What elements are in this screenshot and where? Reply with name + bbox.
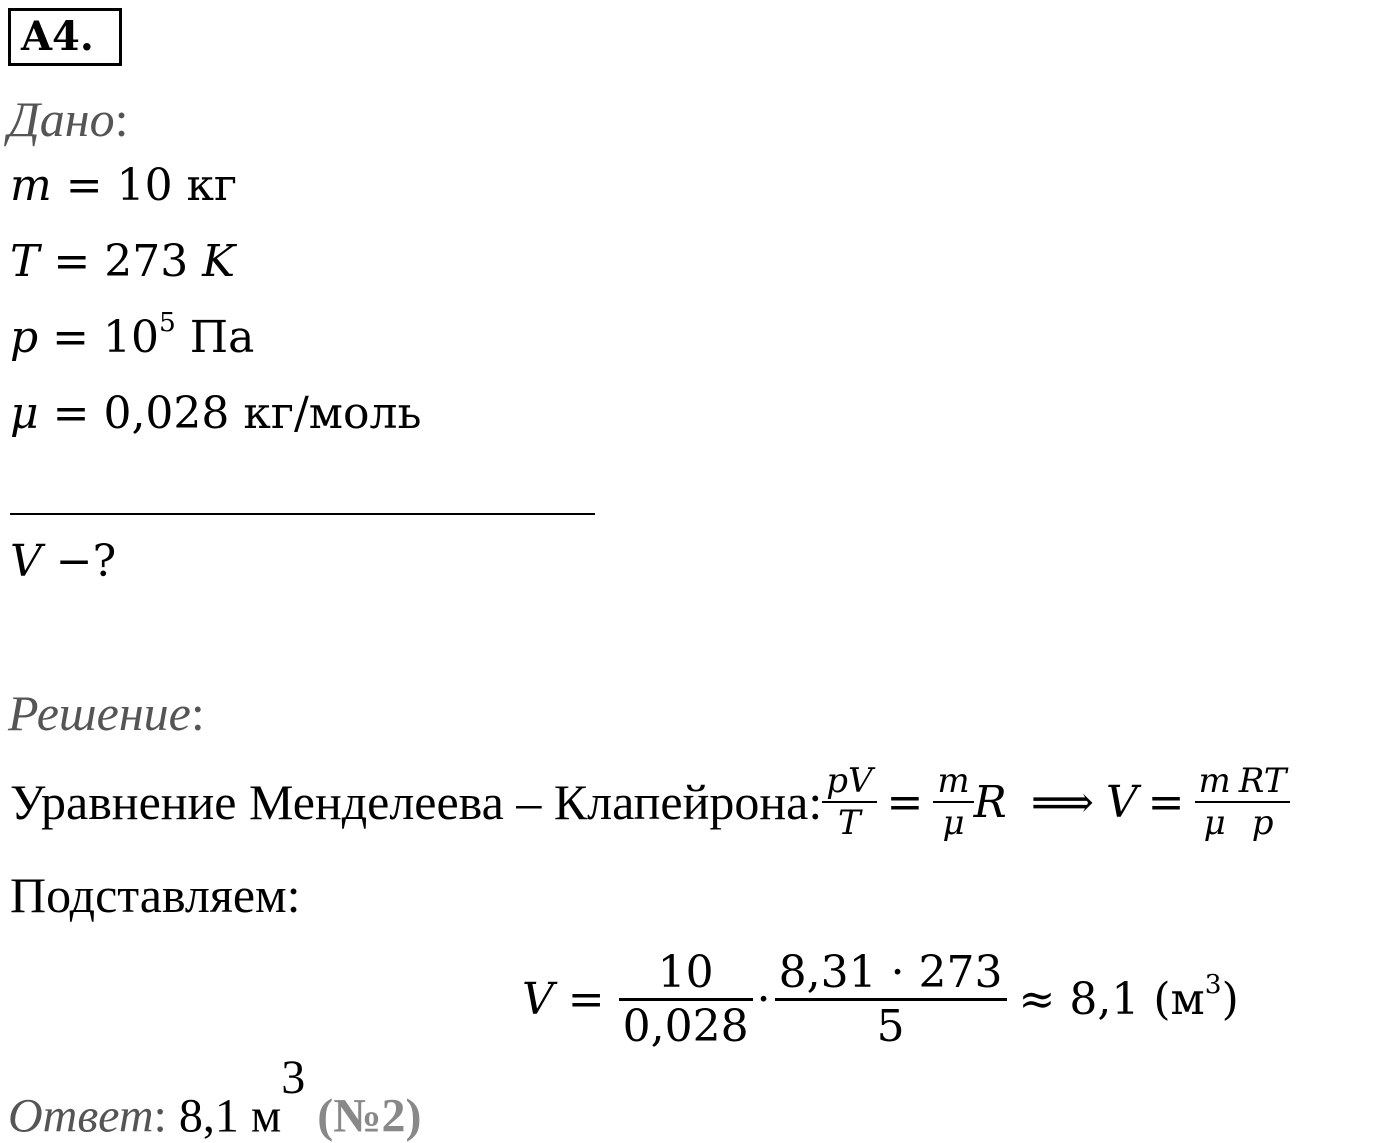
- equals: =: [886, 776, 924, 828]
- problem-label: A4.: [8, 8, 122, 66]
- given-pressure: [10, 306, 255, 363]
- equals: =: [567, 973, 605, 1025]
- solution-heading: [8, 684, 205, 742]
- solution-heading-text: Решение: [8, 685, 191, 741]
- value-mu: 0,028 кг/моль: [103, 388, 422, 439]
- given-divider: [10, 513, 595, 515]
- equation-name: Уравнение Менделеева – Клапейрона:: [10, 774, 823, 830]
- fraction-m-mu: [933, 761, 973, 843]
- var-V: V: [1105, 776, 1138, 828]
- solution-heading-colon: :: [190, 685, 205, 741]
- fraction-product-5: [775, 947, 1007, 1052]
- result: [1018, 968, 1239, 1025]
- result-value: ≈ 8,1 (м: [1018, 973, 1205, 1025]
- value-p-base: 10: [103, 312, 160, 363]
- implies-arrow: ⟹: [1030, 776, 1094, 828]
- fraction-m-mu-2: [1195, 761, 1235, 843]
- var-T: T: [10, 236, 40, 287]
- answer-line: [8, 1051, 422, 1143]
- frac-den: μ: [942, 803, 965, 843]
- given-molar-mass: [10, 388, 421, 439]
- var-V: V: [10, 536, 42, 587]
- equals: =: [38, 388, 104, 439]
- value-p-exp: 5: [159, 306, 176, 338]
- var-V: V: [522, 973, 554, 1025]
- equation-line: [10, 756, 1290, 848]
- unit-T: K: [202, 236, 236, 287]
- find-volume: [10, 536, 116, 587]
- substitute-label: Подставляем:: [10, 867, 301, 923]
- frac-num: m: [937, 761, 970, 801]
- equals: =: [51, 160, 117, 211]
- equals: =: [39, 236, 105, 287]
- unit-p: Па: [175, 312, 255, 363]
- value-m: 10 кг: [116, 160, 238, 211]
- find-question: −?: [41, 536, 117, 587]
- answer-reference: (№2): [305, 1089, 422, 1143]
- answer-exp: 3: [281, 1051, 306, 1104]
- value-T: 273: [104, 236, 203, 287]
- answer-colon: :: [153, 1089, 167, 1143]
- fraction-pV-T: [822, 761, 876, 843]
- frac-den: 5: [876, 1000, 905, 1052]
- result-exp: 3: [1204, 968, 1222, 1000]
- frac-den: 0,028: [622, 1000, 749, 1052]
- var-p: p: [10, 312, 39, 363]
- equals: =: [38, 312, 104, 363]
- given-heading-colon: :: [114, 91, 129, 147]
- fraction-10-0028: [619, 947, 753, 1052]
- given-temperature: [10, 236, 235, 287]
- fraction-RT-p: [1235, 761, 1291, 843]
- var-R: R: [973, 776, 1007, 828]
- frac-den: μ: [1203, 803, 1226, 843]
- equals: =: [1147, 776, 1185, 828]
- answer-label: Ответ: [8, 1089, 154, 1143]
- frac-num: 10: [657, 946, 714, 998]
- result-close: ): [1221, 973, 1239, 1025]
- frac-num: m: [1198, 761, 1231, 801]
- frac-den: p: [1251, 803, 1274, 843]
- given-heading-text: Дано: [8, 91, 115, 147]
- multiply-dot: ·: [756, 973, 771, 1025]
- answer-value: 8,1 м: [166, 1089, 282, 1143]
- frac-num: 8,31 · 273: [778, 946, 1003, 998]
- var-m: m: [10, 160, 52, 211]
- given-heading: [8, 90, 129, 148]
- frac-num: RT: [1238, 761, 1287, 801]
- given-mass: [10, 160, 237, 211]
- calculation-line: [522, 934, 1239, 1064]
- frac-num: pV: [826, 761, 873, 801]
- frac-den: T: [838, 803, 861, 843]
- var-mu: μ: [10, 388, 39, 439]
